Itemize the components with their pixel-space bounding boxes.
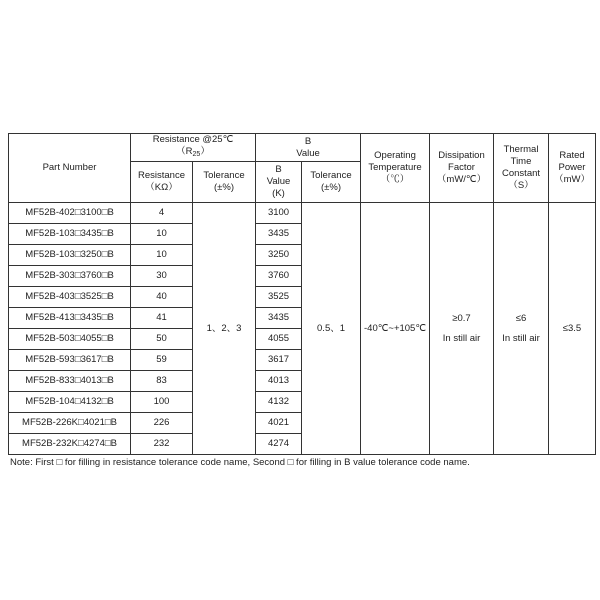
part-number-cell: MF52B-593□3617□B: [9, 350, 131, 371]
resistance-cell: 59: [131, 350, 193, 371]
header-bv-line2: Value: [266, 176, 291, 187]
resistance-cell: 40: [131, 287, 193, 308]
part-number-cell: MF52B-103□3435□B: [9, 224, 131, 245]
resistance-cell: 4: [131, 203, 193, 224]
part-number-cell: MF52B-103□3250□B: [9, 245, 131, 266]
resistance-tolerance-cell: 1、2、3: [193, 203, 256, 455]
b-value-cell: 3525: [256, 287, 302, 308]
header-op-line1: Operating: [374, 150, 416, 161]
header-resistance-group-line1: Resistance @25℃: [152, 134, 234, 145]
header-thermal-time-constant: [494, 134, 549, 203]
header-df-line2: Factor: [448, 162, 475, 173]
header-res-line1: Resistance: [138, 170, 185, 181]
resistance-cell: 83: [131, 371, 193, 392]
header-b-value-group: [256, 134, 361, 162]
header-part-number: Part Number: [9, 134, 131, 203]
b-value-cell: 4013: [256, 371, 302, 392]
header-b-group-line2: Value: [296, 147, 320, 159]
resistance-cell: 30: [131, 266, 193, 287]
header-operating-temperature: [361, 134, 430, 203]
part-number-cell: MF52B-104□4132□B: [9, 392, 131, 413]
header-dissipation-factor: [430, 134, 494, 203]
header-resistance-group-line2: [131, 146, 255, 161]
b-value-cell: 4021: [256, 413, 302, 434]
header-tolr-line1: Tolerance: [203, 170, 245, 181]
thermal-time-constant-cell-value: ≤6: [515, 312, 527, 324]
header-row-1: [9, 134, 596, 162]
thermal-time-constant-cell: [494, 203, 549, 455]
dissipation-factor-cell-value: ≥0.7: [452, 312, 471, 324]
header-bv-line3: (K): [272, 188, 285, 199]
resistance-cell: 41: [131, 308, 193, 329]
resistance-cell: 50: [131, 329, 193, 350]
b-value-cell: 4055: [256, 329, 302, 350]
header-rp-line2: Power: [558, 162, 586, 173]
header-rp-line3: （mW）: [554, 174, 590, 185]
b-value-cell: 3250: [256, 245, 302, 266]
table-row: [9, 203, 596, 224]
part-number-cell: MF52B-402□3100□B: [9, 203, 131, 224]
dissipation-factor-cell: [430, 203, 494, 455]
header-tt-line3: Constant: [502, 168, 541, 179]
part-number-cell: MF52B-226K□4021□B: [9, 413, 131, 434]
part-number-cell: MF52B-403□3525□B: [9, 287, 131, 308]
resistance-cell: 10: [131, 245, 193, 266]
b-value-cell: 4274: [256, 434, 302, 455]
header-op-line2: Temperature: [368, 162, 422, 173]
header-df-line3: （mW/℃）: [436, 174, 487, 185]
r25-close: ）: [200, 146, 210, 157]
b-value-cell: 4132: [256, 392, 302, 413]
header-tolb-line1: Tolerance: [310, 170, 352, 181]
b-value-cell: 3435: [256, 224, 302, 245]
header-res-line2: （KΩ）: [145, 182, 178, 193]
dissipation-factor-cell-note: In still air: [442, 332, 481, 344]
header-resistance: [131, 162, 193, 203]
resistance-cell: 226: [131, 413, 193, 434]
header-op-line3: （℃）: [380, 174, 410, 185]
header-df-line1: Dissipation: [438, 150, 485, 161]
footnote: Note: First □ for filling in resistance tolerance code name, Second □ for filling in B value tolerance code name.: [10, 457, 470, 468]
header-bv-line1: B: [275, 164, 282, 175]
header-tt-line2: Time: [510, 156, 532, 167]
thermal-time-constant-cell-note: In still air: [502, 332, 540, 344]
b-tolerance-cell: 0.5、1: [302, 203, 361, 455]
header-b-group-line1: B: [304, 135, 312, 147]
table-body: [9, 203, 596, 455]
header-tt-line4: （S）: [508, 180, 534, 191]
header-b-value: [256, 162, 302, 203]
r25-open: （R: [176, 146, 193, 157]
header-b-tolerance: [302, 162, 361, 203]
resistance-cell: 10: [131, 224, 193, 245]
part-number-cell: MF52B-413□3435□B: [9, 308, 131, 329]
b-value-cell: 3760: [256, 266, 302, 287]
header-resistance-group: [131, 134, 256, 162]
part-number-cell: MF52B-503□4055□B: [9, 329, 131, 350]
header-rated-power: [549, 134, 596, 203]
part-number-cell: MF52B-232K□4274□B: [9, 434, 131, 455]
header-tolb-line2: (±%): [321, 182, 342, 193]
b-value-cell: 3617: [256, 350, 302, 371]
resistance-cell: 232: [131, 434, 193, 455]
rated-power-cell: ≤3.5: [549, 203, 596, 455]
resistance-cell: 100: [131, 392, 193, 413]
b-value-cell: 3100: [256, 203, 302, 224]
operating-temperature-cell: -40℃~+105℃: [361, 203, 430, 455]
part-number-cell: MF52B-833□4013□B: [9, 371, 131, 392]
header-resistance-tolerance: [193, 162, 256, 203]
r25-subscript: 25: [192, 151, 201, 158]
b-value-cell: 3435: [256, 308, 302, 329]
thermistor-spec-table: [8, 133, 596, 455]
part-number-cell: MF52B-303□3760□B: [9, 266, 131, 287]
header-tt-line1: Thermal: [503, 144, 539, 155]
header-tolr-line2: (±%): [214, 182, 234, 193]
header-rp-line1: Rated: [559, 150, 585, 161]
